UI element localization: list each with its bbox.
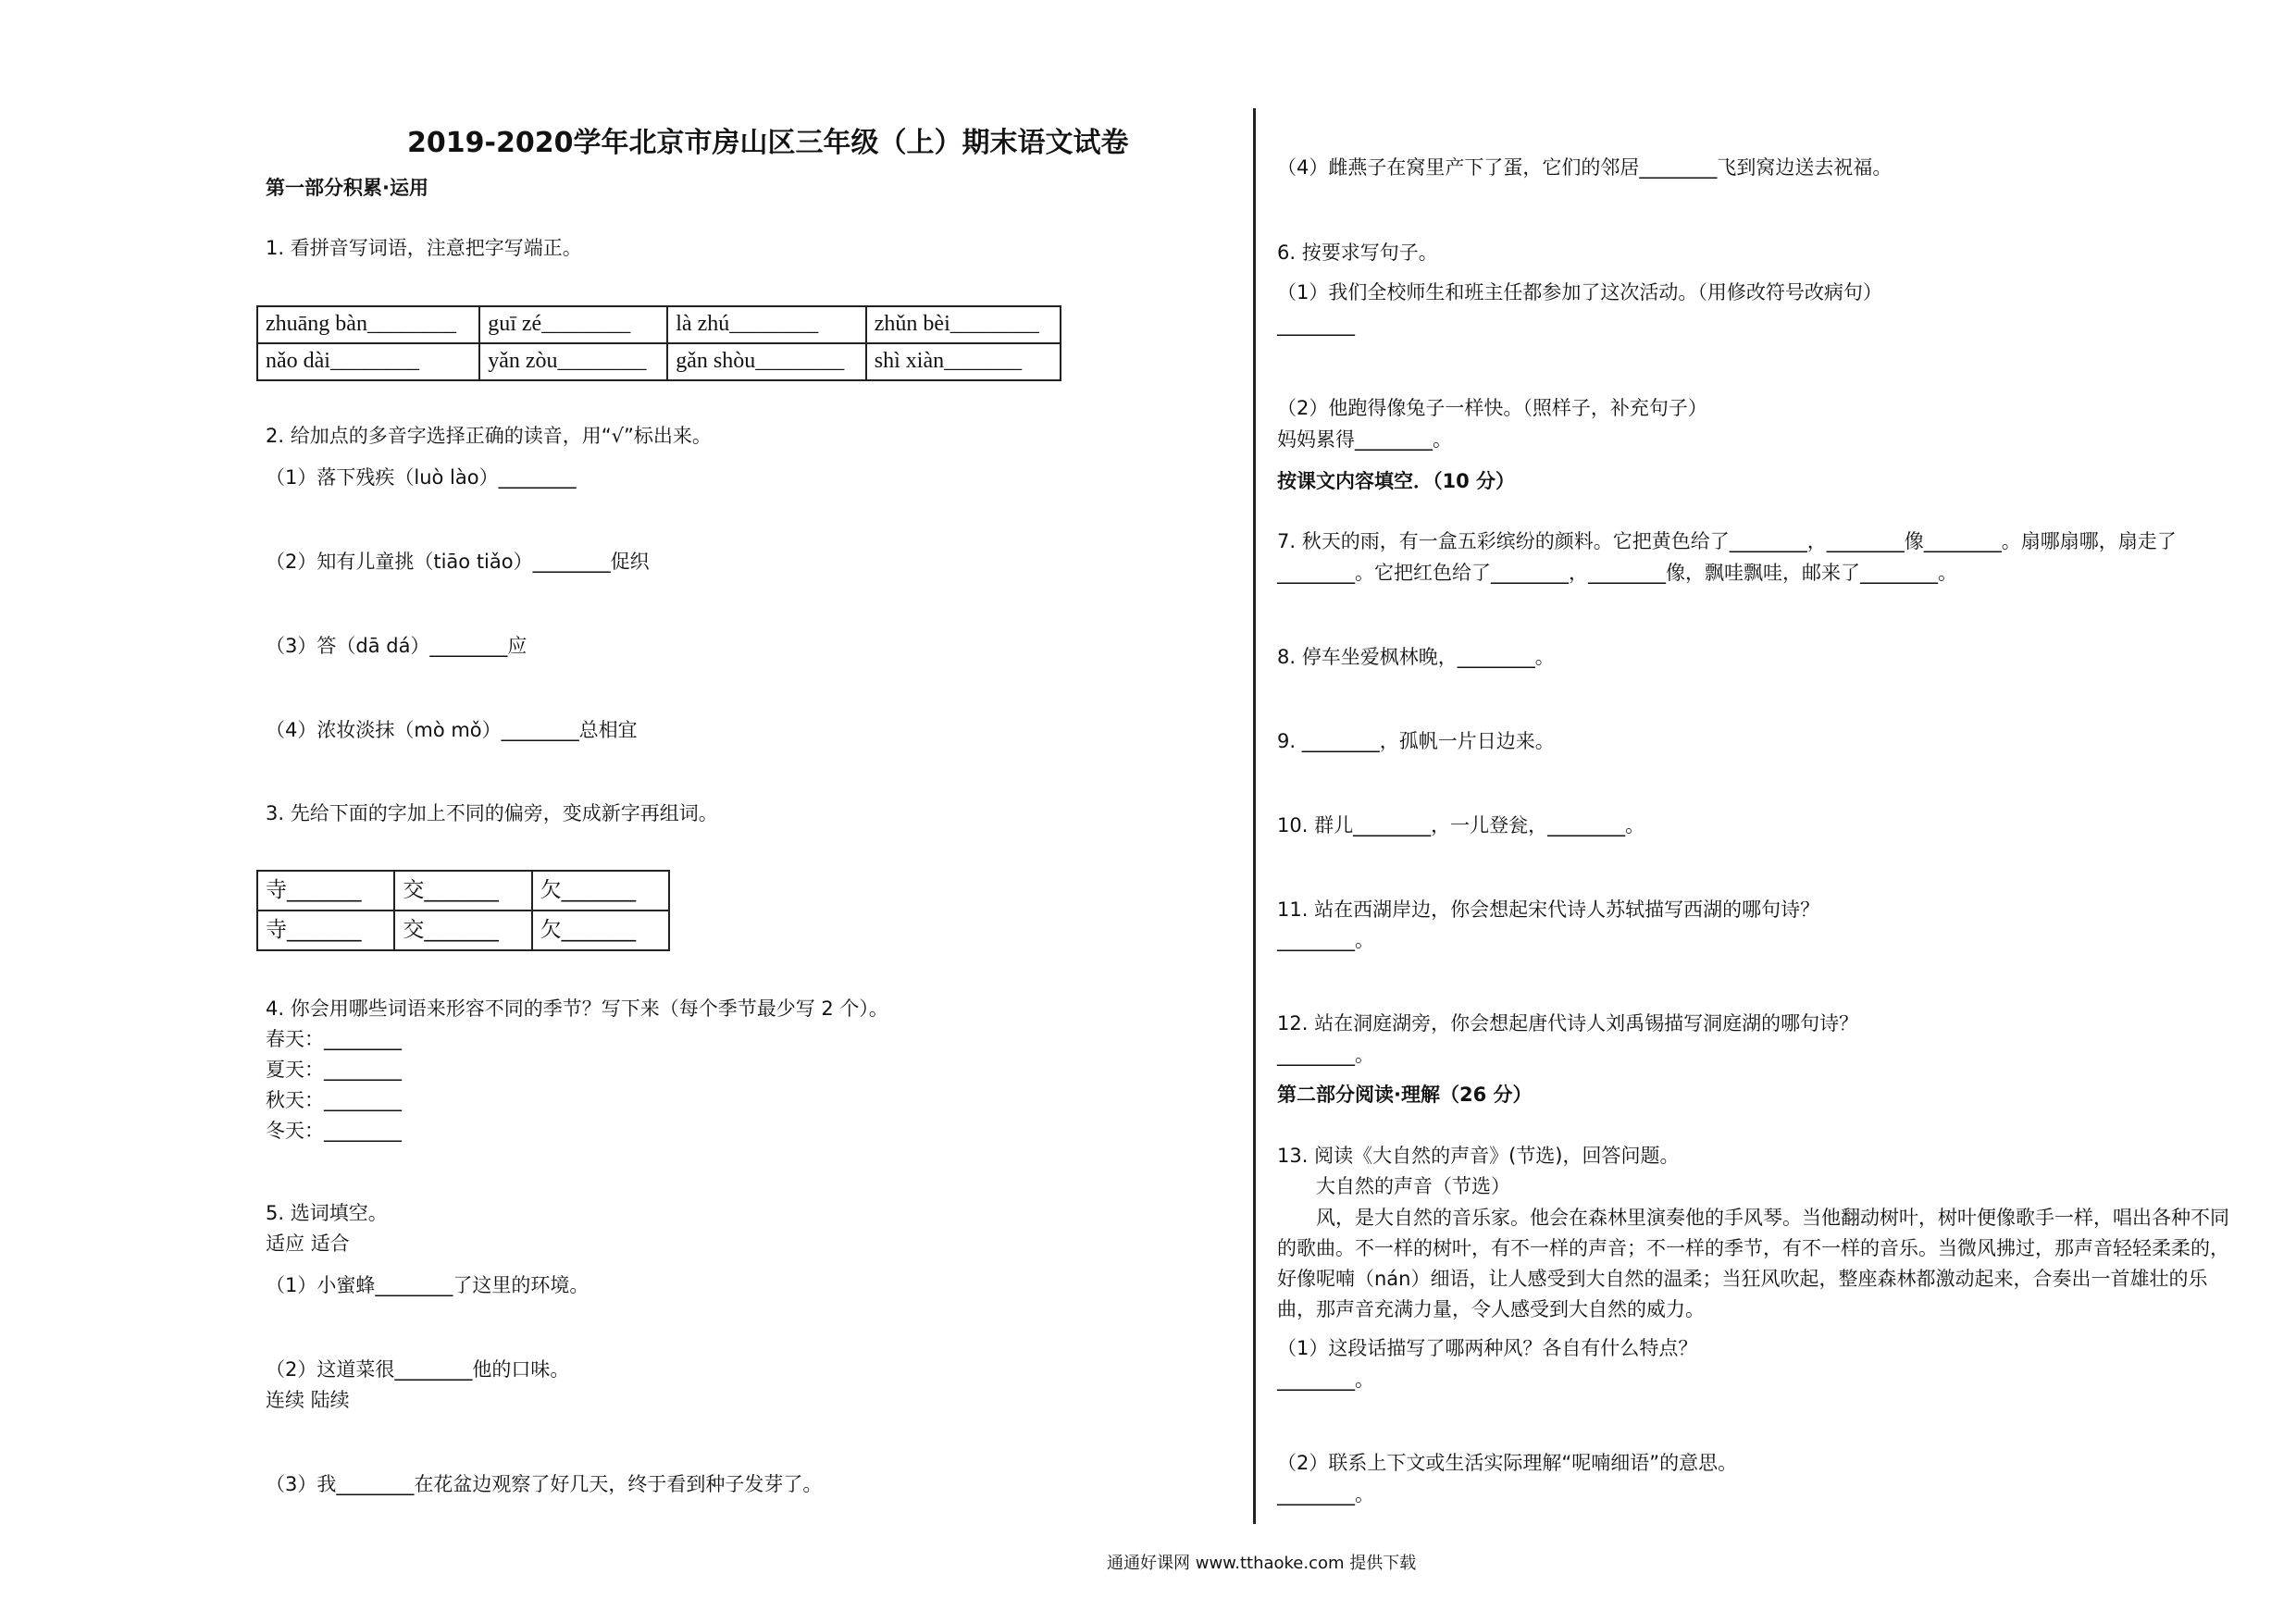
passage-title: 大自然的声音（节选） bbox=[1316, 1175, 1510, 1197]
q3-prompt: 3. 先给下面的字加上不同的偏旁，变成新字再组词。 bbox=[266, 802, 718, 824]
q6-fill[interactable]: 妈妈累得________。 bbox=[1277, 428, 1452, 451]
pinyin-table bbox=[256, 305, 1061, 381]
pinyin-cell[interactable]: là zhú________ bbox=[667, 306, 866, 343]
table-row bbox=[257, 911, 669, 950]
answer-blank[interactable]: ________。 bbox=[1277, 929, 1374, 951]
table-row bbox=[257, 306, 1061, 343]
q11-prompt: 11. 站在西湖岸边，你会想起宋代诗人苏轼描写西湖的哪句诗？ bbox=[1277, 898, 1820, 921]
q8[interactable]: 8. 停车坐爱枫林晚，________。 bbox=[1277, 646, 1555, 668]
pinyin-cell[interactable]: yǎn zòu________ bbox=[479, 343, 667, 380]
pinyin-cell[interactable]: guī zé________ bbox=[479, 306, 667, 343]
answer-blank[interactable]: ________ bbox=[1277, 314, 1355, 336]
radical-cell[interactable]: 交_______ bbox=[394, 871, 531, 911]
q6-prompt: 6. 按要求写句子。 bbox=[1277, 242, 1438, 264]
q5-item[interactable]: （1）小蜜蜂________了这里的环境。 bbox=[266, 1274, 590, 1296]
season-line[interactable]: 夏天：________ bbox=[266, 1059, 402, 1081]
part2-heading: 第二部分阅读·理解（26 分） bbox=[1277, 1084, 1533, 1106]
q2-item[interactable]: （3）答（dā dá）________应 bbox=[266, 635, 527, 657]
q5-item[interactable]: （2）这道菜很________他的口味。 bbox=[266, 1358, 570, 1381]
pinyin-cell[interactable]: zhuāng bàn________ bbox=[257, 306, 479, 343]
q2-item[interactable]: （4）浓妆淡抹（mò mǒ）________总相宜 bbox=[266, 719, 638, 741]
season-line[interactable]: 冬天：________ bbox=[266, 1120, 402, 1142]
pinyin-cell[interactable]: nǎo dài________ bbox=[257, 343, 479, 380]
q13-sub: （1）这段话描写了哪两种风？各自有什么特点？ bbox=[1277, 1337, 1698, 1359]
season-line[interactable]: 春天：________ bbox=[266, 1028, 402, 1050]
answer-blank[interactable]: ________。 bbox=[1277, 1044, 1374, 1066]
radical-table bbox=[256, 870, 670, 951]
page-title: 2019-2020学年北京市房山区三年级（上）期末语文试卷 bbox=[407, 127, 1129, 159]
answer-blank[interactable]: ________。 bbox=[1277, 1483, 1374, 1505]
pinyin-cell[interactable]: gǎn shòu________ bbox=[667, 343, 866, 380]
footer-text: 通通好课网 www.tthaoke.com 提供下载 bbox=[1107, 1554, 1417, 1573]
q6-item: （2）他跑得像兔子一样快。（照样子，补充句子） bbox=[1277, 397, 1707, 419]
column-divider bbox=[1253, 108, 1256, 1524]
q5-item[interactable]: （3）我________在花盆边观察了好几天，终于看到种子发芽了。 bbox=[266, 1473, 823, 1495]
q5-item[interactable]: （4）雌燕子在窝里产下了蛋，它们的邻居________飞到窝边送去祝福。 bbox=[1277, 156, 1893, 179]
radical-cell[interactable]: 寺_______ bbox=[257, 871, 394, 911]
q2-prompt: 2. 给加点的多音字选择正确的读音，用“√”标出来。 bbox=[266, 425, 712, 447]
q10[interactable]: 10. 群儿________，一儿登瓮，________。 bbox=[1277, 814, 1645, 836]
pinyin-cell[interactable]: shì xiàn_______ bbox=[866, 343, 1061, 380]
q5-word-group: 连续 陆续 bbox=[266, 1389, 350, 1411]
season-line[interactable]: 秋天：________ bbox=[266, 1089, 402, 1111]
radical-cell[interactable]: 欠_______ bbox=[532, 911, 669, 950]
radical-cell[interactable]: 寺_______ bbox=[257, 911, 394, 950]
q2-item[interactable]: （1）落下残疾（luò lào）________ bbox=[266, 466, 577, 489]
q12-prompt: 12. 站在洞庭湖旁，你会想起唐代诗人刘禹锡描写洞庭湖的哪句诗？ bbox=[1277, 1012, 1859, 1035]
q13-prompt: 13. 阅读《大自然的声音》(节选)，回答问题。 bbox=[1277, 1145, 1680, 1167]
q1-prompt: 1. 看拼音写词语，注意把字写端正。 bbox=[266, 237, 582, 259]
q7-line[interactable]: ________。它把红色给了________，________像，飘哇飘哇，邮来了________。 bbox=[1277, 562, 1957, 584]
passage-text: 风，是大自然的音乐家。他会在森林里演奏他的手风琴。当他翻动树叶，树叶便像歌手一样，唱出各种不同的歌曲。不一样的树叶，有不一样的声音；不一样的季节，有不一样的音乐。当微风拂过，那声音轻轻柔柔的，好像呢喃（nán）细语，让人感受到大自然的温柔；当狂风吹起，整座森林都激动起来，合奏出一首雄壮的乐曲，那声音充满力量，令人感受到大自然的威力。 bbox=[1277, 1207, 2229, 1320]
q7-line[interactable]: 7. 秋天的雨，有一盒五彩缤纷的颜料。它把黄色给了________，________像________。扇哪扇哪，扇走了 bbox=[1277, 530, 2177, 552]
q2-item[interactable]: （2）知有儿童挑（tiāo tiǎo）________促织 bbox=[266, 551, 650, 573]
part1-heading: 第一部分积累·运用 bbox=[266, 177, 428, 199]
table-row bbox=[257, 871, 669, 911]
radical-cell[interactable]: 欠_______ bbox=[532, 871, 669, 911]
q6-item: （1）我们全校师生和班主任都参加了这次活动。（用修改符号改病句） bbox=[1277, 281, 1882, 304]
section-heading: 按课文内容填空．（10 分） bbox=[1277, 470, 1516, 492]
q4-prompt: 4. 你会用哪些词语来形容不同的季节？写下来（每个季节最少写 2 个）。 bbox=[266, 997, 888, 1020]
answer-blank[interactable]: ________。 bbox=[1277, 1369, 1374, 1391]
q9[interactable]: 9. ________，孤帆一片日边来。 bbox=[1277, 730, 1555, 752]
q5-prompt: 5. 选词填空。 bbox=[266, 1202, 388, 1224]
radical-cell[interactable]: 交_______ bbox=[394, 911, 531, 950]
q13-sub: （2）联系上下文或生活实际理解“呢喃细语”的意思。 bbox=[1277, 1452, 1738, 1474]
q5-word-group: 适应 适合 bbox=[266, 1233, 350, 1255]
pinyin-cell[interactable]: zhǔn bèi________ bbox=[866, 306, 1061, 343]
table-row bbox=[257, 343, 1061, 380]
